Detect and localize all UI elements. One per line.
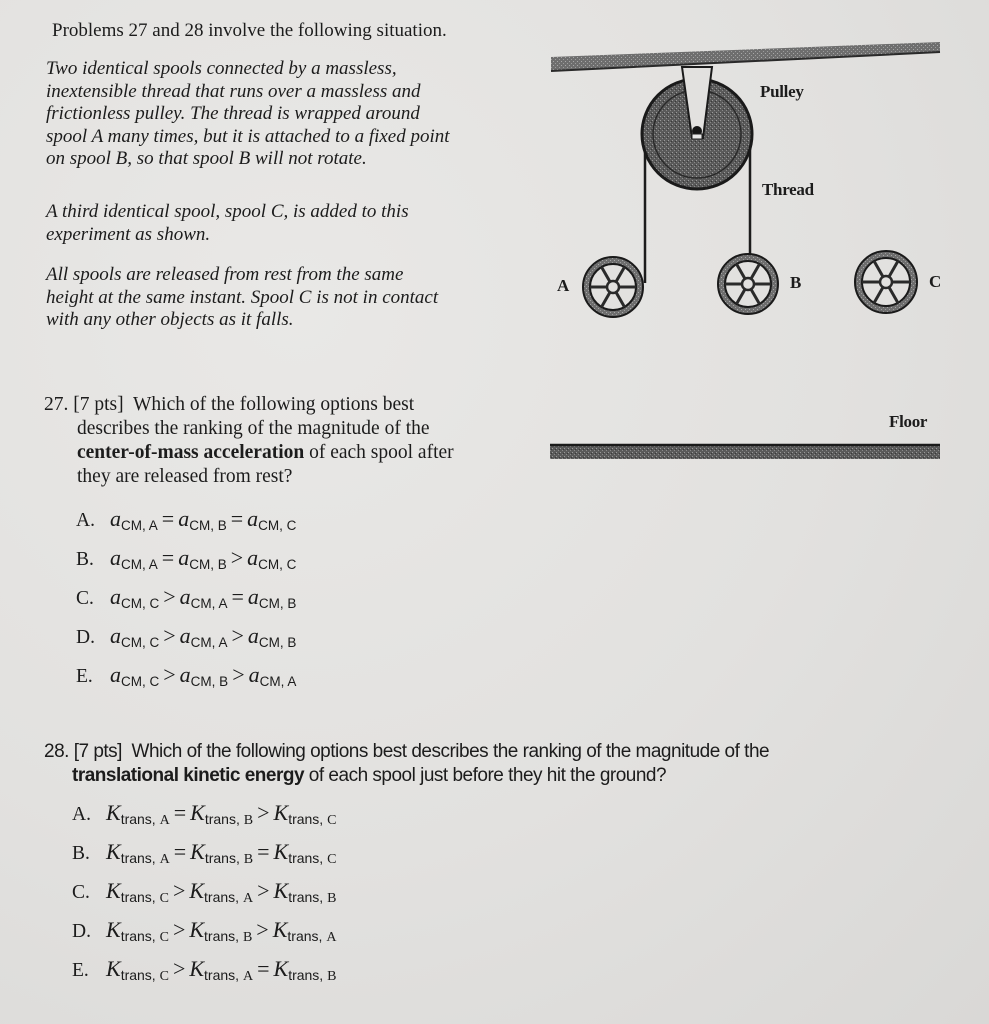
- question-points: [7 pts]: [73, 741, 122, 762]
- answer-option[interactable]: D. $a_{CM, C} > a_{CM, A} > a_{CM, B}$: [76, 623, 297, 650]
- thread-label: Thread: [762, 180, 814, 199]
- answer-option[interactable]: B. $a_{CM, A} = a_{CM, B} > a_{CM, C}$: [76, 545, 297, 572]
- question-text: Which of the following options best describes the ranking of the magnitude of the: [131, 741, 770, 762]
- spool-c-icon: [855, 251, 917, 313]
- spool-b-label: B: [790, 273, 802, 292]
- answer-option[interactable]: C. $K_{trans, C} > K_{trans, A} > K_{trans, B}$: [72, 878, 337, 906]
- question-text: Which of the following options best: [133, 394, 415, 415]
- question-number: 27.: [44, 394, 69, 415]
- pulley-label: Pulley: [760, 82, 804, 101]
- floor-bar-icon: [550, 444, 940, 459]
- setup-line: with any other objects as it falls.: [46, 309, 294, 330]
- ceiling-bar-icon: [551, 42, 940, 71]
- setup-line: A third identical spool, spool C, is added to this: [46, 201, 409, 222]
- setup-line: experiment as shown.: [46, 223, 211, 245]
- floor-label: Floor: [889, 412, 928, 431]
- question-text: they are released from rest?: [77, 466, 293, 487]
- setup-line: frictionless pulley. The thread is wrapped around: [46, 103, 420, 124]
- setup-line: inextensible thread that runs over a massless and: [46, 80, 421, 102]
- setup-line: on spool B, so that spool B will not rotate.: [46, 148, 367, 169]
- answer-option[interactable]: D. $K_{trans, C} > K_{trans, B} > K_{trans, A}$: [72, 917, 337, 945]
- answer-option[interactable]: E. $a_{CM, C} > a_{CM, B} > a_{CM, A}$: [76, 662, 297, 689]
- question-emphasis: translational kinetic energy: [72, 765, 305, 786]
- spool-a-icon: [583, 257, 643, 317]
- question-text: of each spool just before they hit the ground?: [304, 765, 667, 786]
- answer-option[interactable]: C. $a_{CM, C} > a_{CM, A} = a_{CM, B}$: [76, 584, 297, 611]
- answer-option[interactable]: E. $K_{trans, C} > K_{trans, A} = K_{trans, B}$: [72, 956, 337, 984]
- setup-line: spool A many times, but it is attached to a fixed point: [46, 125, 450, 147]
- setup-line: All spools are released from rest from the same: [46, 264, 404, 285]
- question-text: describes the ranking of the magnitude of the: [77, 418, 430, 439]
- question-28: [44, 740, 769, 788]
- spool-c-label: C: [929, 272, 942, 291]
- question-points: [7 pts]: [73, 394, 124, 415]
- question-emphasis: center-of-mass acceleration: [77, 442, 305, 463]
- answer-option[interactable]: B. $K_{trans, A} = K_{trans, B} = K_{trans, C}$: [72, 839, 337, 867]
- answer-option[interactable]: A. $K_{trans, A} = K_{trans, B} > K_{trans, C}$: [72, 800, 337, 828]
- answer-option[interactable]: A. $a_{CM, A} = a_{CM, B} = a_{CM, C}$: [76, 506, 297, 533]
- problem-set-heading: Problems 27 and 28 involve the following situation.: [52, 20, 447, 41]
- question-text: of each spool after: [304, 442, 454, 463]
- spool-a-label: A: [557, 276, 570, 295]
- spool-b-icon: [718, 254, 778, 314]
- setup-line: Two identical spools connected by a massless,: [46, 58, 397, 79]
- setup-line: height at the same instant. Spool C is not in contact: [46, 286, 439, 308]
- question-number: 28.: [44, 741, 69, 762]
- question-27: [44, 393, 454, 489]
